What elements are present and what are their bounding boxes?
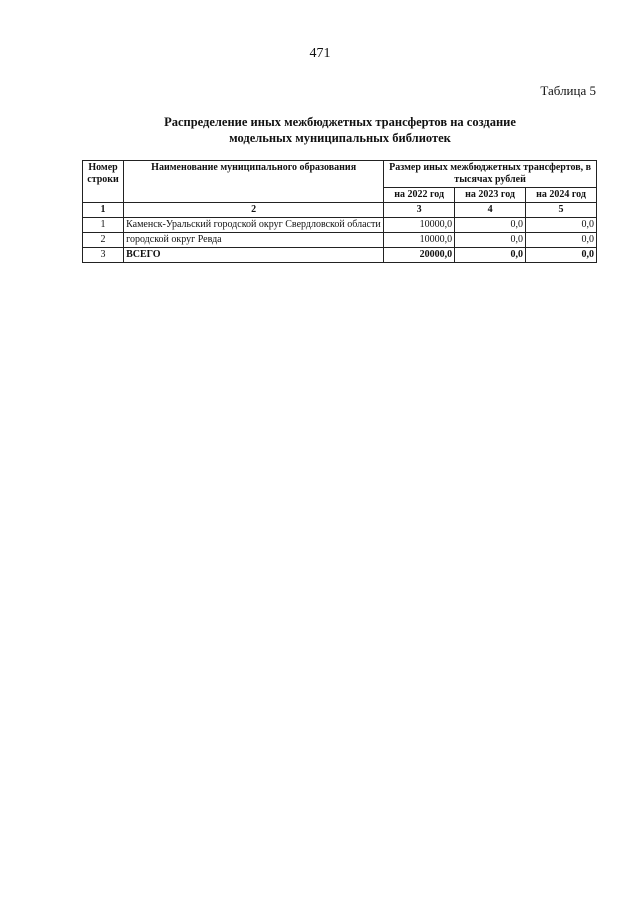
table-row bbox=[83, 233, 597, 248]
amount-2024: 0,0 bbox=[526, 233, 597, 248]
amount-2024: 0,0 bbox=[526, 218, 597, 233]
column-index: 2 bbox=[124, 203, 384, 218]
amount-2022: 10000,0 bbox=[384, 218, 455, 233]
header-year-2022: на 2022 год bbox=[384, 188, 455, 203]
row-number: 1 bbox=[83, 218, 124, 233]
municipality-name: Каменск-Уральский городской округ Свердловской области bbox=[124, 218, 384, 233]
column-index: 3 bbox=[384, 203, 455, 218]
column-index-row bbox=[83, 203, 597, 218]
header-transfer-amount: Размер иных межбюджетных трансфертов, в тысячах рублей bbox=[384, 161, 597, 188]
table-title bbox=[0, 114, 640, 146]
amount-2022: 10000,0 bbox=[384, 233, 455, 248]
header-row bbox=[83, 161, 597, 188]
row-number: 2 bbox=[83, 233, 124, 248]
table-label: Таблица 5 bbox=[540, 83, 596, 98]
header-year-2024: на 2024 год bbox=[526, 188, 597, 203]
municipality-name: городской округ Ревда bbox=[124, 233, 384, 248]
total-label: ВСЕГО bbox=[124, 248, 384, 263]
table-title-line-2: модельных муниципальных библиотек bbox=[229, 131, 451, 145]
header-municipality-name: Наименование муниципального образования bbox=[124, 161, 384, 203]
total-row bbox=[83, 248, 597, 263]
total-2024: 0,0 bbox=[526, 248, 597, 263]
amount-2023: 0,0 bbox=[455, 218, 526, 233]
transfers-table bbox=[82, 160, 597, 263]
header-year-2023: на 2023 год bbox=[455, 188, 526, 203]
column-index: 4 bbox=[455, 203, 526, 218]
column-index: 1 bbox=[83, 203, 124, 218]
total-row-number: 3 bbox=[83, 248, 124, 263]
total-2022: 20000,0 bbox=[384, 248, 455, 263]
page-number: 471 bbox=[309, 46, 331, 61]
header-row-number: Номер строки bbox=[83, 161, 124, 203]
table-row bbox=[83, 218, 597, 233]
total-2023: 0,0 bbox=[455, 248, 526, 263]
table-title-line-1: Распределение иных межбюджетных трансфертов на создание bbox=[164, 115, 516, 129]
column-index: 5 bbox=[526, 203, 597, 218]
amount-2023: 0,0 bbox=[455, 233, 526, 248]
